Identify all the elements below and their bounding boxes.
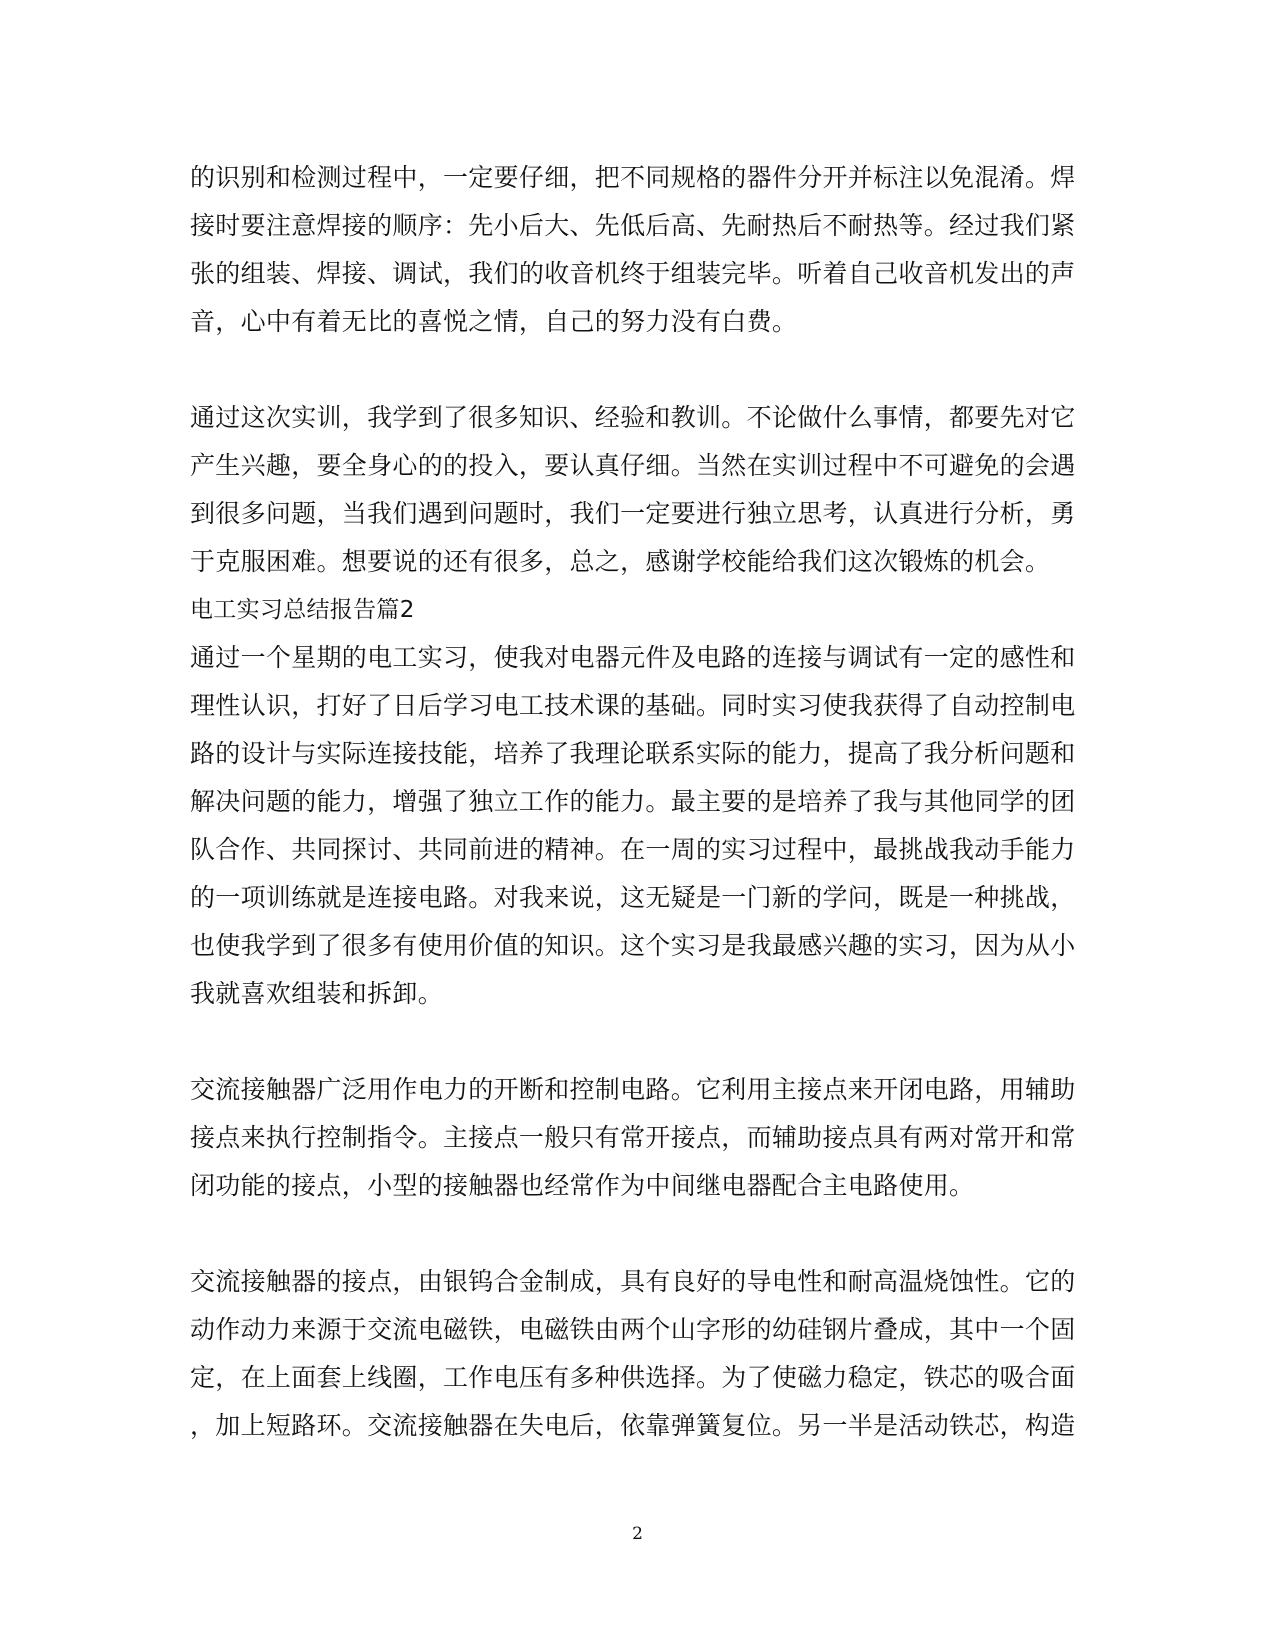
- text-line: 闭功能的接点，小型的接触器也经常作为中间继电器配合主电路使用。: [190, 1171, 975, 1200]
- text-line: 我就喜欢组装和拆卸。: [190, 979, 444, 1008]
- text-line: 路的设计与实际连接技能，培养了我理论联系实际的能力，提高了我分析问题和: [190, 739, 1076, 768]
- text-line: 接点来执行控制指令。主接点一般只有常开接点，而辅助接点具有两对常开和常: [190, 1123, 1076, 1152]
- paragraph-spacer: [190, 1018, 1070, 1066]
- paragraph-spacer: [190, 346, 1070, 394]
- text-line: 交流接触器的接点，由银钨合金制成，具有良好的导电性和耐高温烧蚀性。它的: [190, 1267, 1076, 1296]
- text-line: ，加上短路环。交流接触器在失电后，依靠弹簧复位。另一半是活动铁芯，构造: [190, 1411, 1076, 1440]
- text-line: 到很多问题，当我们遇到问题时，我们一定要进行独立思考，认真进行分析，勇: [190, 499, 1076, 528]
- paragraph-1: [190, 154, 1076, 346]
- section-2: [190, 586, 1076, 1018]
- text-line: 动作动力来源于交流电磁铁，电磁铁由两个山字形的幼硅钢片叠成，其中一个固: [190, 1315, 1076, 1344]
- text-line: 的识别和检测过程中，一定要仔细，把不同规格的器件分开并标注以免混淆。焊: [190, 163, 1076, 192]
- text-line: 产生兴趣，要全身心的的投入，要认真仔细。当然在实训过程中不可避免的会遇: [190, 451, 1076, 480]
- text-line: 张的组装、焊接、调试，我们的收音机终于组装完毕。听着自己收音机发出的声: [190, 259, 1076, 288]
- text-line: 解决问题的能力，增强了独立工作的能力。最主要的是培养了我与其他同学的团: [190, 787, 1076, 816]
- text-line: 音，心中有着无比的喜悦之情，自己的努力没有白费。: [190, 307, 798, 336]
- text-line: 通过一个星期的电工实习，使我对电器元件及电路的连接与调试有一定的感性和: [190, 643, 1076, 672]
- paragraph-4: [190, 1066, 1076, 1210]
- page-number: 2: [632, 1524, 643, 1544]
- paragraph-5: [190, 1258, 1076, 1450]
- document-body: [190, 154, 1076, 1450]
- text-line: 的一项训练就是连接电路。对我来说，这无疑是一门新的学问，既是一种挑战，: [190, 883, 1076, 912]
- text-line: 定，在上面套上线圈，工作电压有多种供选择。为了使磁力稳定，铁芯的吸合面: [190, 1363, 1076, 1392]
- text-line: 队合作、共同探讨、共同前进的精神。在一周的实习过程中，最挑战我动手能力: [190, 835, 1076, 864]
- paragraph-2: [190, 394, 1076, 586]
- text-line: 理性认识，打好了日后学习电工技术课的基础。同时实习使我获得了自动控制电: [190, 691, 1076, 720]
- section-heading: 电工实习总结报告篇2: [190, 597, 415, 623]
- paragraph-spacer: [190, 1210, 1070, 1258]
- text-line: 接时要注意焊接的顺序：先小后大、先低后高、先耐热后不耐热等。经过我们紧: [190, 211, 1076, 240]
- text-line: 于克服困难。想要说的还有很多，总之，感谢学校能给我们这次锻炼的机会。: [190, 547, 1051, 576]
- text-line: 通过这次实训，我学到了很多知识、经验和教训。不论做什么事情，都要先对它: [190, 403, 1076, 432]
- text-line: 也使我学到了很多有使用价值的知识。这个实习是我最感兴趣的实习，因为从小: [190, 931, 1076, 960]
- text-line: 交流接触器广泛用作电力的开断和控制电路。它利用主接点来开闭电路，用辅助: [190, 1075, 1076, 1104]
